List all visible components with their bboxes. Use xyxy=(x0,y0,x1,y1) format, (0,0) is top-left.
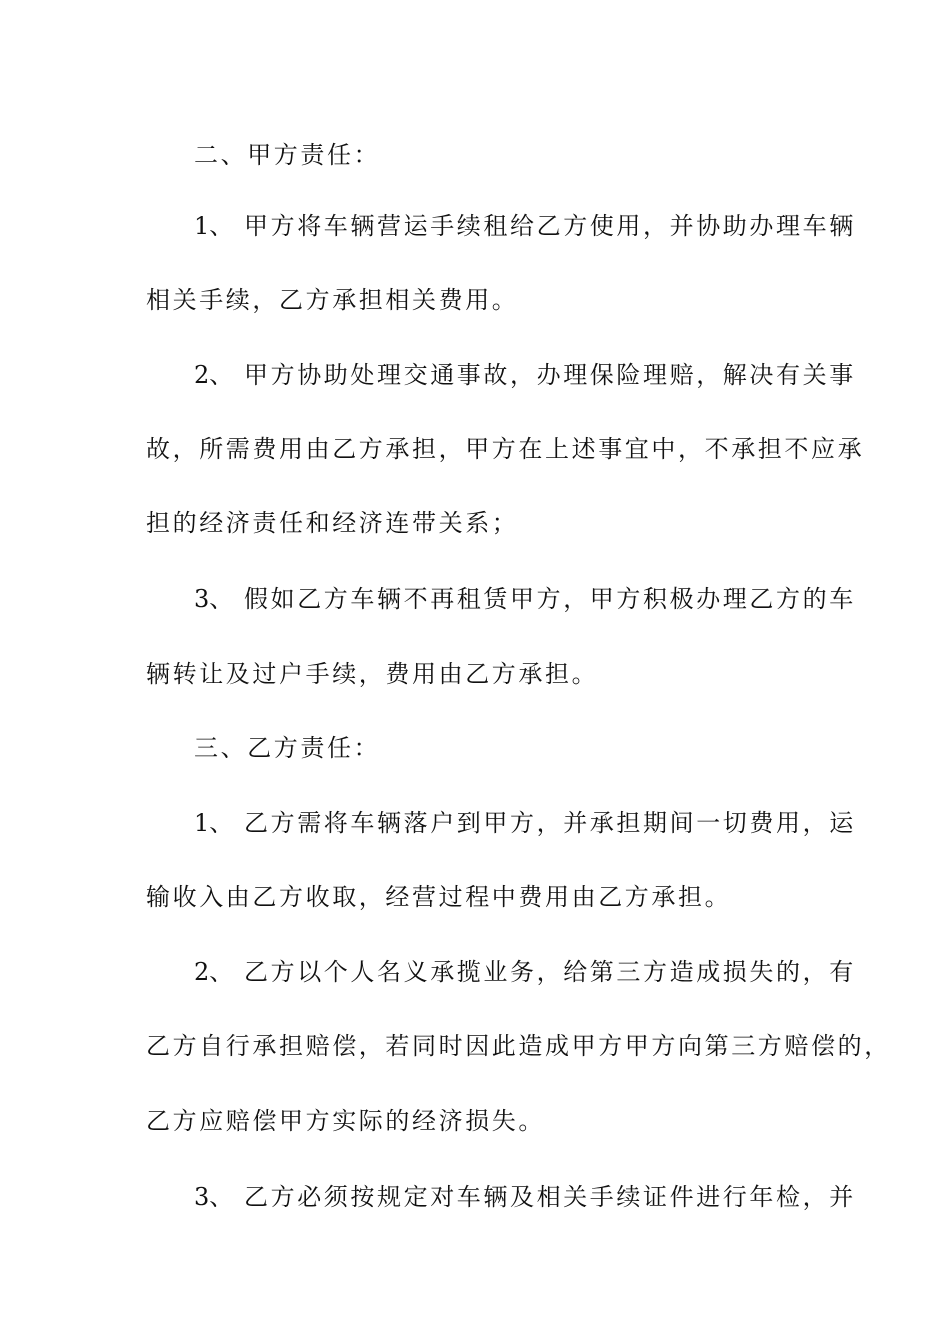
clause-b-2-line-1 xyxy=(194,957,856,987)
heading-text: 三、乙方责任： xyxy=(194,734,381,762)
clause-text: 担的经济责任和经济连带关系； xyxy=(146,509,519,537)
clause-number: 1、 xyxy=(194,212,234,240)
clause-number: 3、 xyxy=(194,585,234,613)
clause-text: 乙方应赔偿甲方实际的经济损失。 xyxy=(146,1107,545,1135)
clause-a-2-line-3 xyxy=(146,508,518,538)
clause-b-2-line-3 xyxy=(146,1106,545,1136)
clause-a-2-line-1 xyxy=(194,360,856,390)
section-heading-party-a xyxy=(194,140,380,170)
clause-number: 3、 xyxy=(194,1183,234,1211)
clause-number: 1、 xyxy=(194,809,234,837)
clause-a-2-line-2 xyxy=(146,434,864,464)
clause-b-1-line-1 xyxy=(194,808,856,838)
clause-number: 2、 xyxy=(194,361,234,389)
clause-b-2-line-2 xyxy=(146,1031,891,1061)
clause-text: 乙方必须按规定对车辆及相关手续证件进行年检，并 xyxy=(244,1183,856,1211)
clause-text: 乙方需将车辆落户到甲方，并承担期间一切费用，运 xyxy=(244,809,856,837)
clause-text: 假如乙方车辆不再租赁甲方，甲方积极办理乙方的车 xyxy=(244,585,856,613)
clause-text: 故，所需费用由乙方承担，甲方在上述事宜中，不承担不应承 xyxy=(146,435,865,463)
clause-text: 乙方自行承担赔偿，若同时因此造成甲方甲方向第三方赔偿的， xyxy=(146,1032,891,1060)
clause-text: 相关手续，乙方承担相关费用。 xyxy=(146,286,519,314)
clause-a-3-line-2 xyxy=(146,659,598,689)
clause-text: 甲方协助处理交通事故，办理保险理赔，解决有关事 xyxy=(244,361,856,389)
clause-text: 甲方将车辆营运手续租给乙方使用，并协助办理车辆 xyxy=(244,212,856,240)
section-heading-party-b xyxy=(194,733,380,763)
clause-a-3-line-1 xyxy=(194,584,856,614)
clause-text: 辆转让及过户手续，费用由乙方承担。 xyxy=(146,660,599,688)
clause-number: 2、 xyxy=(194,958,234,986)
heading-text: 二、甲方责任： xyxy=(194,141,381,169)
clause-b-1-line-2 xyxy=(146,882,731,912)
clause-b-3-line-1 xyxy=(194,1182,856,1212)
clause-a-1-line-1 xyxy=(194,211,856,241)
clause-text: 输收入由乙方收取，经营过程中费用由乙方承担。 xyxy=(146,883,732,911)
clause-a-1-line-2 xyxy=(146,285,518,315)
clause-text: 乙方以个人名义承揽业务，给第三方造成损失的，有 xyxy=(244,958,856,986)
